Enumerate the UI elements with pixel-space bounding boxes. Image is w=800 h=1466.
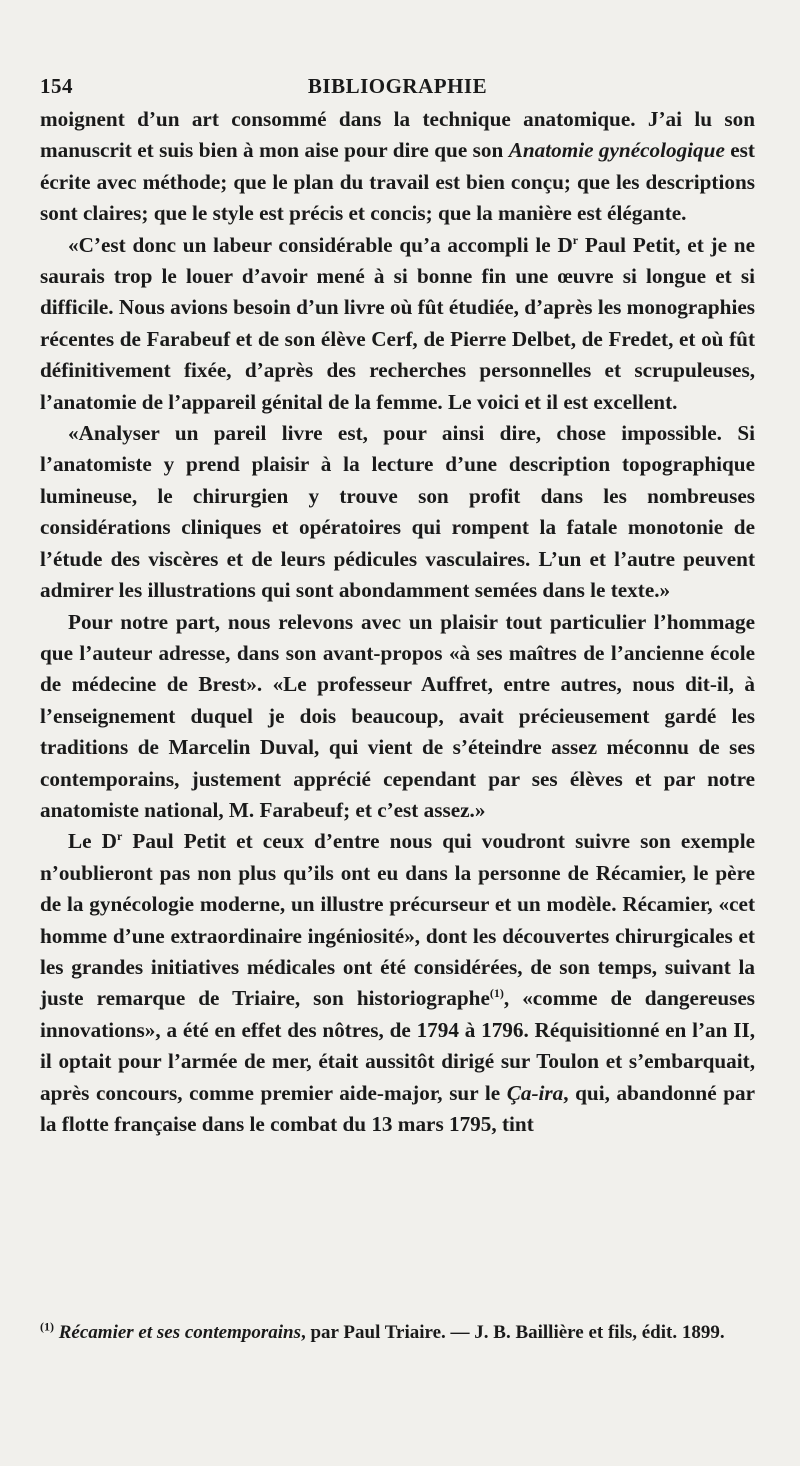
ship-name-italic: Ça-ira (506, 1080, 564, 1105)
page (40, 70, 755, 1140)
superscript-r: r (572, 232, 579, 247)
page-number: 154 (40, 74, 73, 98)
running-title: BIBLIOGRAPHIE (307, 74, 488, 98)
paragraph-5-part-c: , qui, abandonné par la flotte française dans le combat du 13 mars 1795, tint (40, 1080, 755, 1136)
footnote-title: Récamier et ses contemporains (58, 1322, 301, 1343)
paragraph-5-part-a: Paul Petit et ceux d’entre nous qui voudront suivre son exemple n’oublieront pas non plus qu’ils ont eu dans la personne de Récamier, le père de la gynécologie moderne, un illustre précurseur et un modèle. Récamier, «cet homme d’une extraordinaire ingéniosité», dont les découvertes chirurgicales et les grandes initiatives médicales ont été considérées, de son temps, suivant la juste remarque de Triaire, son historiographe (40, 829, 755, 1011)
paragraph-5 (40, 826, 755, 1140)
paragraph-2-start: «C’est donc un labeur considérable qu’a accompli le D (68, 232, 573, 257)
footnote-reference: (1) (489, 986, 504, 1001)
paragraph-1 (40, 104, 755, 230)
body-text (40, 104, 755, 1140)
footnote-text: , par Paul Triaire. — J. B. Baillière et fils, édit. 1899. (300, 1322, 725, 1343)
paragraph-1-text: moignent d’un art consommé dans la technique anatomique. J’ai lu son manuscrit et suis bien à mon aise pour dire que son (40, 107, 755, 163)
book-title-italic: Anatomie gynécologique (508, 138, 725, 163)
footnote (40, 1318, 755, 1348)
superscript-r-2: r (116, 829, 123, 844)
paragraph-3: «Analyser un pareil livre est, pour ainsi dire, chose impossible. Si l’anatomiste y prend plaisir à la lecture d’une description topographique lumineuse, le chirurgien y trouve son profit dans les nombreuses considérations cliniques et opératoires qui rompent la fatale monotonie de l’étude des viscères et de leurs pédicules vasculaires. L’un et l’autre peuvent admirer les illustrations qui sont abondamment semées dans le texte.» (40, 421, 755, 603)
paragraph-1-end: est écrite avec méthode; que le plan du travail est bien conçu; que les descriptions sont claires; que le style est précis et concis; que la manière est élégante. (40, 138, 755, 226)
paragraph-4: Pour notre part, nous relevons avec un plaisir tout particulier l’hommage que l’auteur adresse, dans son avant-propos «à ses maîtres de l’ancienne école de médecine de Brest». «Le professeur Auffret, entre autres, nous dit-il, à l’enseignement duquel je dois beaucoup, avait précieusement gardé les traditions de Marcelin Duval, qui vient de s’éteindre assez méconnu de ses contemporains, justement apprécié cependant par ses élèves et par notre anatomiste national, M. Farabeuf; et c’est assez.» (40, 609, 755, 822)
footnote-marker: (1) (40, 1319, 54, 1334)
paragraph-2 (40, 230, 755, 418)
paragraph-5-start: Le D (68, 829, 117, 854)
paragraph-2-end: Paul Petit, et je ne saurais trop le louer d’avoir mené à si bonne fin une œuvre si longue et si difficile. Nous avions besoin d’un livre où fût étudiée, d’après les monographies récentes de Farabeuf et de son élève Cerf, de Pierre Delbet, de Fredet, et où fût définitivement fixée, d’après des recherches personnelles et scrupuleuses, l’anatomie de l’appareil génital de la femme. Le voici et il est excellent. (40, 232, 755, 414)
paragraph-5-part-b: , «comme de dangereuses innovations», a été en effet des nôtres, de 1794 à 1796. Réquisitionné en l’an II, il optait pour l’armée de mer, était aussitôt dirigé sur Toulon et s’embarquait, après concours, comme premier aide-major, sur le (40, 986, 755, 1105)
running-header (40, 70, 755, 104)
